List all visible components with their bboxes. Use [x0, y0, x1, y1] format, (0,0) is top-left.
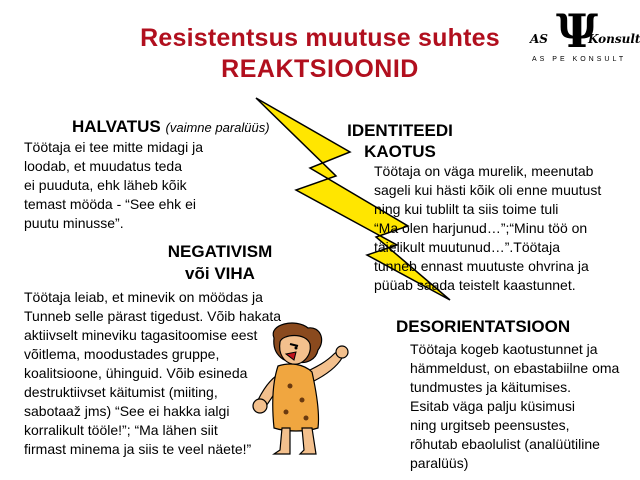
identiteet-subtitle: KAOTUS [364, 142, 436, 161]
text-line: Esitab väga palju küsimusi [410, 398, 575, 414]
text-line: paralüüs) [410, 455, 469, 471]
logo-subtitle: AS PE KONSULT [532, 56, 627, 63]
text-line: puutu minusse”. [24, 215, 124, 231]
text-line: rõhutab ebaolulist (analüütiline [410, 436, 600, 452]
text-line: sabotaaž jms) “See ei hakka ialgi [24, 403, 230, 419]
negativism-subtitle: või VIHA [185, 264, 255, 283]
text-line: aktiivselt mineviku tagasitoomise eest [24, 327, 258, 343]
text-line: Töötaja leiab, et minevik on möödas ja [24, 289, 263, 305]
text-line: ning urgitseb peensustes, [410, 417, 570, 433]
halvatus-heading [72, 117, 270, 137]
text-line: tunneb ennast muutuste ohvrina ja [374, 258, 589, 274]
text-line: temast mööda - “See ehk ei [24, 196, 196, 212]
text-line: Töötaja kogeb kaotustunnet ja [410, 341, 598, 357]
desorientatsioon-heading: DESORIENTATSIOON [396, 317, 571, 336]
halvatus-subtitle: (vaimne paralüüs) [165, 120, 270, 135]
text-line: loodab, et muudatus teda [24, 158, 183, 174]
text-line: korralikult tööle!”; “Ma lähen siit [24, 422, 218, 438]
text-line: Töötaja ei tee mitte midagi ja [24, 139, 203, 155]
logo-left-text: AS [530, 32, 548, 46]
text-line: sageli kui hästi kõik oli enne muutust [374, 182, 602, 198]
identiteet-title: IDENTITEEDI [347, 121, 453, 140]
text-line: Tunneb selle pärast tigedust. Võib hakata [24, 308, 282, 324]
desorientatsioon-description [410, 340, 640, 473]
identiteet-heading [330, 120, 470, 162]
text-line: püüab saada teistelt kaastunnet. [374, 277, 576, 293]
identiteet-description [374, 162, 634, 295]
text-line: Töötaja on väga murelik, meenutab [374, 163, 594, 179]
halvatus-description [24, 138, 299, 233]
company-logo [528, 4, 640, 76]
logo-right-text: Konsult [588, 32, 640, 46]
text-line: destruktiivset käitumist (miiting, [24, 384, 218, 400]
text-line: firmast minema ja siis te veel näete!” [24, 441, 252, 457]
slide-subtitle: REAKTSIOONID [221, 55, 419, 83]
psi-logo-icon: Ψ [556, 4, 599, 58]
text-line: “Ma olen harjunud…”;“Minu töö on [374, 220, 588, 236]
text-line: koalitsioone, ühinguid. Võib esineda [24, 365, 248, 381]
text-line: ning kui tublilt ta siis toime tuli [374, 201, 559, 217]
text-line: tundmustes ja käitumises. [410, 379, 572, 395]
halvatus-title: HALVATUS [72, 117, 161, 136]
negativism-title: NEGATIVISM [167, 242, 273, 261]
slide-title: Resistentsus muutuse suhtes [140, 24, 500, 52]
text-line: hämmeldust, on ebastabiilne oma [410, 360, 620, 376]
text-line: võitlema, moodustades gruppe, [24, 346, 220, 362]
angry-caveman-illustration [246, 320, 356, 460]
text-line: täielikult muutunud…”.Töötaja [374, 239, 560, 255]
negativism-heading [150, 241, 290, 285]
text-line: ei puuduta, ehk läheb kõik [24, 177, 187, 193]
